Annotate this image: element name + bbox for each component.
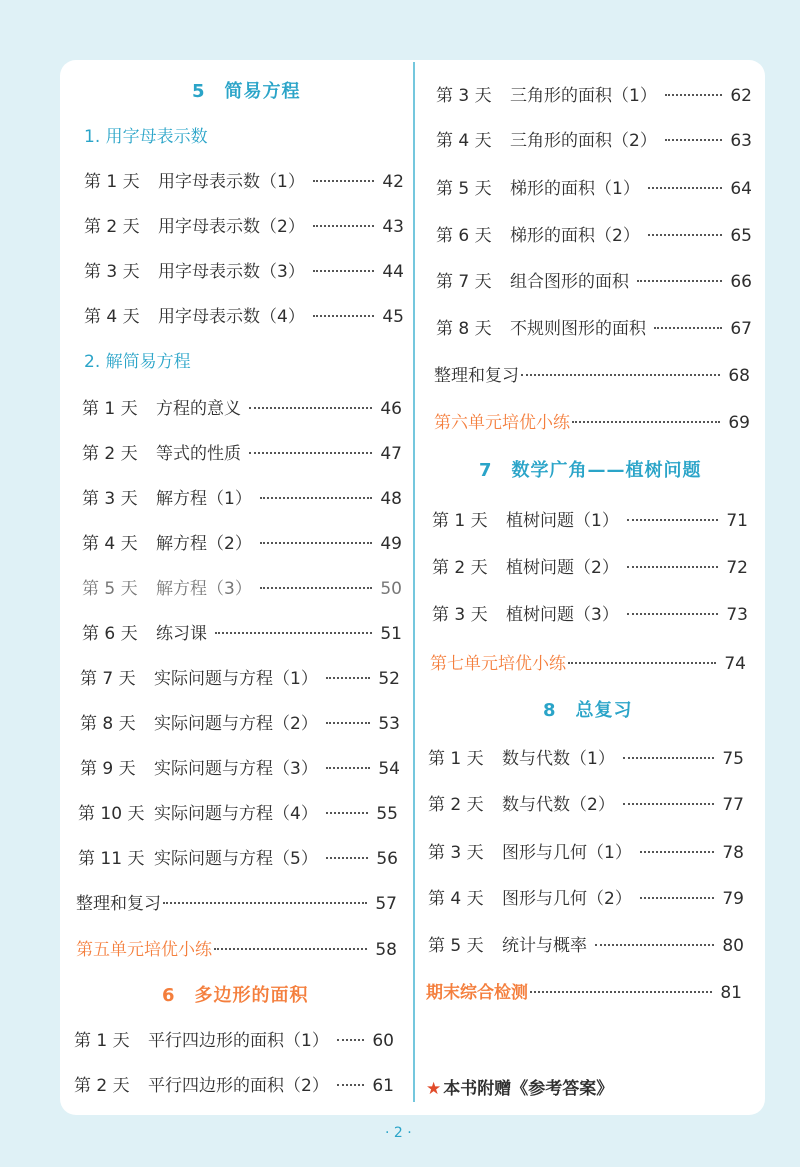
leader-dots	[627, 519, 719, 521]
toc-entry[interactable]	[432, 553, 748, 578]
entry-page: 48	[380, 489, 402, 509]
entry-title: 平行四边形的面积（1）	[148, 1031, 329, 1051]
leader-dots	[637, 280, 722, 282]
entry-page: 62	[730, 86, 752, 106]
toc-entry[interactable]	[428, 790, 744, 815]
entry-title: 实际问题与方程（4）	[154, 804, 318, 824]
leader-dots	[648, 234, 723, 236]
entry-day: 第 11 天	[78, 849, 145, 869]
entry-day: 第 7 天	[80, 669, 136, 689]
entry-title: 梯形的面积（1）	[510, 179, 640, 199]
leader-dots	[214, 948, 367, 950]
entry-title: 整理和复习	[76, 894, 161, 914]
leader-dots	[530, 991, 712, 993]
entry-page: 57	[375, 894, 397, 914]
entry-page: 50	[380, 579, 402, 599]
entry-page: 64	[730, 179, 752, 199]
entry-title: 植树问题（3）	[506, 605, 619, 625]
entry-day: 第 1 天	[82, 399, 138, 419]
leader-dots	[326, 812, 369, 814]
entry-title: 用字母表示数（3）	[158, 262, 305, 282]
toc-entry[interactable]	[80, 709, 400, 734]
entry-page: 58	[375, 940, 397, 960]
entry-page: 75	[722, 749, 744, 769]
entry-page: 73	[726, 605, 748, 625]
toc-entry-training[interactable]	[434, 408, 750, 433]
toc-entry[interactable]	[432, 506, 748, 531]
entry-title: 统计与概率	[502, 936, 587, 956]
toc-entry[interactable]	[84, 257, 404, 282]
leader-dots	[313, 270, 375, 272]
leader-dots	[326, 767, 371, 769]
leader-dots	[326, 677, 371, 679]
entry-title: 三角形的面积（1）	[510, 86, 657, 106]
entry-day: 第 3 天	[82, 489, 138, 509]
entry-day: 第 2 天	[74, 1076, 130, 1096]
leader-dots	[640, 851, 715, 853]
entry-day: 第 2 天	[432, 558, 488, 578]
toc-entry[interactable]	[74, 1026, 394, 1051]
entry-day: 第 5 天	[436, 179, 492, 199]
toc-entry[interactable]	[428, 884, 744, 909]
entry-title: 组合图形的面积	[510, 272, 629, 292]
entry-day: 第 4 天	[428, 889, 484, 909]
toc-entry[interactable]	[84, 302, 404, 327]
page-number: · 2 ·	[385, 1125, 412, 1141]
leader-dots	[521, 374, 720, 376]
entry-day: 第 1 天	[428, 749, 484, 769]
toc-entry[interactable]	[84, 167, 404, 192]
entry-page: 42	[382, 172, 404, 192]
entry-title: 解方程（3）	[156, 579, 252, 599]
leader-dots	[326, 722, 371, 724]
entry-day: 第 3 天	[84, 262, 140, 282]
leader-dots	[260, 497, 373, 499]
leader-dots	[623, 757, 715, 759]
entry-day: 第 8 天	[80, 714, 136, 734]
toc-entry[interactable]	[428, 838, 744, 863]
toc-entry[interactable]	[436, 267, 752, 292]
entry-day: 第 5 天	[428, 936, 484, 956]
toc-entry-review[interactable]	[434, 361, 750, 386]
entry-day: 第 6 天	[436, 226, 492, 246]
toc-entry[interactable]	[78, 799, 398, 824]
star-icon: ★	[426, 1079, 442, 1099]
column-divider	[413, 62, 415, 1102]
entry-page: 46	[380, 399, 402, 419]
entry-title: 图形与几何（2）	[502, 889, 632, 909]
leader-dots	[337, 1039, 365, 1041]
entry-day: 第 4 天	[82, 534, 138, 554]
toc-entry[interactable]	[80, 664, 400, 689]
entry-title: 等式的性质	[156, 444, 241, 464]
leader-dots	[313, 315, 375, 317]
entry-page: 74	[724, 654, 746, 674]
toc-entry[interactable]	[82, 574, 402, 599]
entry-day: 第 10 天	[78, 804, 145, 824]
leader-dots	[260, 542, 373, 544]
entry-title: 平行四边形的面积（2）	[148, 1076, 329, 1096]
unit7-heading: 7 数学广角——植树问题	[479, 460, 702, 481]
entry-title: 植树问题（1）	[506, 511, 619, 531]
unit8-heading: 8 总复习	[543, 700, 633, 721]
leader-dots	[665, 94, 723, 96]
entry-day: 第 2 天	[428, 795, 484, 815]
entry-page: 81	[720, 983, 742, 1003]
leader-dots	[595, 944, 714, 946]
entry-title: 解方程（2）	[156, 534, 252, 554]
leader-dots	[640, 897, 715, 899]
entry-title: 练习课	[156, 624, 207, 644]
toc-entry-training[interactable]	[76, 935, 397, 960]
leader-dots	[313, 225, 375, 227]
leader-dots	[623, 803, 715, 805]
leader-dots	[568, 662, 716, 664]
leader-dots	[654, 327, 722, 329]
entry-day: 第 8 天	[436, 319, 492, 339]
entry-title: 第六单元培优小练	[434, 413, 570, 433]
entry-title: 用字母表示数（2）	[158, 217, 305, 237]
entry-page: 71	[726, 511, 748, 531]
leader-dots	[627, 566, 719, 568]
entry-day: 第 5 天	[82, 579, 138, 599]
toc-entry[interactable]	[428, 931, 744, 956]
entry-page: 79	[722, 889, 744, 909]
entry-page: 45	[382, 307, 404, 327]
entry-page: 54	[378, 759, 400, 779]
entry-page: 43	[382, 217, 404, 237]
leader-dots	[249, 407, 372, 409]
toc-entry[interactable]	[428, 744, 744, 769]
leader-dots	[326, 857, 369, 859]
leader-dots	[648, 187, 723, 189]
leader-dots	[163, 902, 367, 904]
sub2-heading: 2. 解简易方程	[84, 352, 191, 372]
entry-title: 用字母表示数（4）	[158, 307, 305, 327]
toc-entry[interactable]	[82, 439, 402, 464]
toc-entry[interactable]	[74, 1071, 394, 1096]
entry-title: 数与代数（2）	[502, 795, 615, 815]
entry-day: 第 6 天	[82, 624, 138, 644]
toc-entry[interactable]	[432, 600, 748, 625]
entry-day: 第 3 天	[428, 843, 484, 863]
entry-day: 第 1 天	[74, 1031, 130, 1051]
entry-title: 不规则图形的面积	[510, 319, 646, 339]
entry-page: 77	[722, 795, 744, 815]
leader-dots	[337, 1084, 365, 1086]
entry-page: 60	[372, 1031, 394, 1051]
toc-entry[interactable]	[436, 126, 752, 151]
entry-page: 47	[380, 444, 402, 464]
entry-title: 实际问题与方程（2）	[154, 714, 318, 734]
entry-title: 实际问题与方程（1）	[154, 669, 318, 689]
entry-page: 78	[722, 843, 744, 863]
toc-entry[interactable]	[84, 212, 404, 237]
unit5-heading: 5 简易方程	[192, 81, 301, 102]
entry-day: 第 1 天	[84, 172, 140, 192]
toc-entry[interactable]	[82, 484, 402, 509]
entry-day: 第 7 天	[436, 272, 492, 292]
toc-entry-training[interactable]	[430, 649, 746, 674]
unit6-heading: 6 多边形的面积	[162, 985, 309, 1006]
entry-title: 实际问题与方程（5）	[154, 849, 318, 869]
toc-entry[interactable]	[80, 754, 400, 779]
entry-page: 67	[730, 319, 752, 339]
entry-page: 49	[380, 534, 402, 554]
entry-title: 解方程（1）	[156, 489, 252, 509]
toc-entry[interactable]	[82, 394, 402, 419]
entry-page: 52	[378, 669, 400, 689]
entry-page: 69	[728, 413, 750, 433]
entry-title: 期末综合检测	[426, 983, 528, 1003]
entry-page: 51	[380, 624, 402, 644]
leader-dots	[665, 139, 723, 141]
entry-title: 梯形的面积（2）	[510, 226, 640, 246]
entry-day: 第 2 天	[82, 444, 138, 464]
leader-dots	[313, 180, 375, 182]
entry-title: 实际问题与方程（3）	[154, 759, 318, 779]
entry-title: 用字母表示数（1）	[158, 172, 305, 192]
entry-day: 第 9 天	[80, 759, 136, 779]
entry-page: 63	[730, 131, 752, 151]
entry-title: 方程的意义	[156, 399, 241, 419]
toc-entry-final-test[interactable]	[426, 978, 742, 1003]
entry-day: 第 3 天	[432, 605, 488, 625]
leader-dots	[260, 587, 373, 589]
toc-entry[interactable]	[436, 174, 752, 199]
entry-page: 44	[382, 262, 404, 282]
entry-page: 53	[378, 714, 400, 734]
entry-page: 72	[726, 558, 748, 578]
toc-entry[interactable]	[436, 221, 752, 246]
bonus-note-text: 本书附赠《参考答案》	[443, 1079, 614, 1099]
entry-title: 第五单元培优小练	[76, 940, 212, 960]
entry-page: 55	[376, 804, 398, 824]
leader-dots	[215, 632, 372, 634]
entry-page: 66	[730, 272, 752, 292]
entry-page: 56	[376, 849, 398, 869]
toc-entry-review[interactable]	[76, 889, 397, 914]
leader-dots	[572, 421, 720, 423]
entry-title: 数与代数（1）	[502, 749, 615, 769]
entry-title: 图形与几何（1）	[502, 843, 632, 863]
entry-day: 第 2 天	[84, 217, 140, 237]
entry-title: 三角形的面积（2）	[510, 131, 657, 151]
toc-entry[interactable]	[436, 81, 752, 106]
toc-entry[interactable]	[436, 314, 752, 339]
leader-dots	[627, 613, 719, 615]
entry-title: 整理和复习	[434, 366, 519, 386]
entry-page: 68	[728, 366, 750, 386]
leader-dots	[249, 452, 372, 454]
entry-page: 65	[730, 226, 752, 246]
entry-day: 第 1 天	[432, 511, 488, 531]
toc-entry[interactable]	[82, 619, 402, 644]
entry-day: 第 4 天	[436, 131, 492, 151]
toc-entry[interactable]	[78, 844, 398, 869]
entry-title: 第七单元培优小练	[430, 654, 566, 674]
entry-title: 植树问题（2）	[506, 558, 619, 578]
entry-page: 61	[372, 1076, 394, 1096]
entry-day: 第 3 天	[436, 86, 492, 106]
sub1-heading: 1. 用字母表示数	[84, 127, 208, 147]
toc-entry[interactable]	[82, 529, 402, 554]
entry-day: 第 4 天	[84, 307, 140, 327]
entry-page: 80	[722, 936, 744, 956]
bonus-note	[426, 1074, 613, 1099]
